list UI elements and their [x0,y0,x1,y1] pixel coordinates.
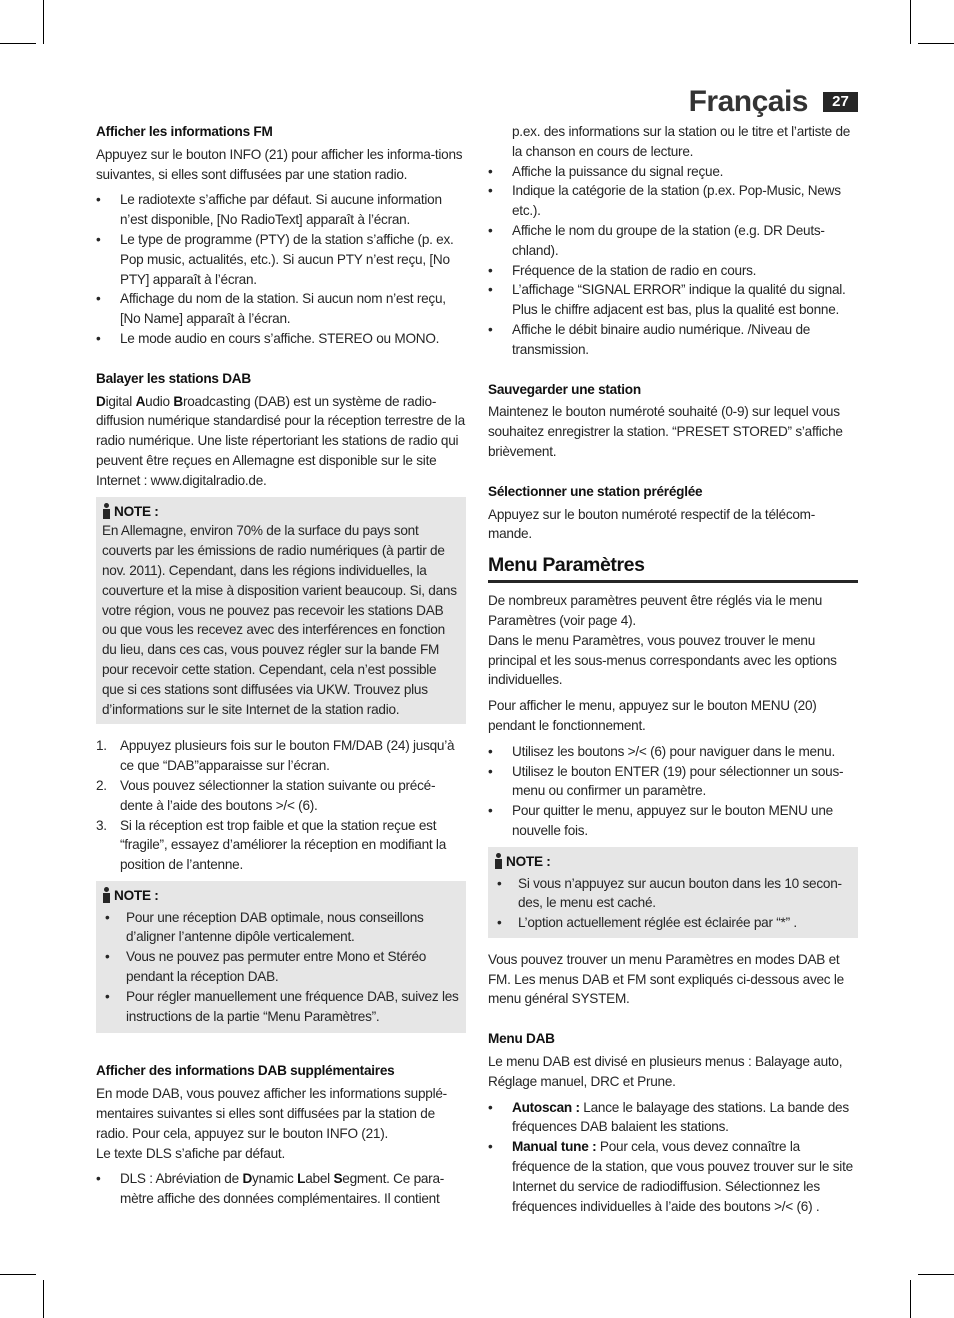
list-item: • Indique la catégorie de la station (p.ex. Pop-Music, News etc.). [488,183,841,219]
list-item: • L’affichage “SIGNAL ERROR” indique la qualité du signal. Plus le chiffre adjacent est bas, plus la qualité est bonne. [488,282,846,318]
list-item: • Si vous n’appuyez sur aucun bouton dans les 10 secon-des, le menu est caché. [497,875,842,911]
menu-text-3: Pour afficher le menu, appuyez sur le bouton MENU (20) pendant le fonctionnement. [488,698,817,733]
section-heading-menu: Menu Paramètres [488,552,858,583]
note-text: En Allemagne, environ 70% de la surface du pays sont couverts par les émissions de radio numériques (à partir de nov. 2011). Cependant, dans les régions individuelles, la couverture et la mise à disposition varient beaucoup. Si, dans votre région, vous ne pouvez pas recevoir les stations DAB ou que vous les recevez avec des interférences en fonction du lieu, dans ces cas, vous pouvez régler sur la bande FM pour recevoir cette station. Cependant, cela n’est possible que si ces stations sont diffusées via UKW. Trouvez plus d’informations sur le site Internet de la station radio. [102,523,457,717]
list-item: • Le type de programme (PTY) de la station s’affiche (p. ex. Pop music, actualités, etc.). Si aucun PTY n’est reçu, [No PTY] apparaît à l’écran. [96,231,454,287]
crop-mark [910,1280,911,1318]
list-item: 2. Vous pouvez sélectionner la station suivante ou précé-dente à l’aide des boutons >/< (6). [96,777,436,813]
note-box-coverage [96,497,466,725]
info-icon [102,887,111,903]
right-column [488,122,858,1222]
page-number: 27 [823,92,858,112]
crop-mark [43,0,44,44]
note-title: NOTE : [102,502,460,522]
crop-mark [0,43,36,44]
crop-mark [43,1280,44,1318]
select-preset-text: Appuyez sur le bouton numéroté respectif de la télécom-mande. [488,506,816,542]
note-title: NOTE : [494,852,852,872]
list-item: 1. Appuyez plusieurs fois sur le bouton FM/DAB (24) jusqu’à ce que “DAB”apparaisse sur l’écran. [96,738,455,774]
left-column [96,122,466,1215]
menu-text-2: Dans le menu Paramètres, vous pouvez trouver le menu principal et les sous-menus correspondants avec les options individuelles. [488,632,837,688]
section-title-select-preset: Sélectionner une station préréglée [488,483,703,499]
list-item: • Pour quitter le menu, appuyez sur le bouton MENU une nouvelle fois. [488,803,833,838]
note-box-menu [488,847,858,938]
dab-menu-text: Le menu DAB est divisé en plusieurs menus : Balayage auto, Réglage manuel, DRC et Prune. [488,1054,843,1089]
save-station-text: Maintenez le bouton numéroté souhaité (0-9) sur lequel vous souhaitez enregistrer la station. “PRESET STORED” s’affiche brièvement. [488,404,843,459]
dab-extra-intro-2: Le texte DLS s’afiche par défaut. [96,1145,285,1161]
info-icon [494,853,503,869]
list-item: • DLS : Abréviation de Dynamic Label Segment. Ce para-mètre affiche des données complémentaires. Il contient [96,1171,445,1207]
dab-info-list [488,162,858,360]
crop-mark [918,43,954,44]
crop-mark [918,1274,954,1275]
list-item: • Affiche la puissance du signal reçue. [488,163,724,179]
section-title-dab-extra: Afficher des informations DAB supplémentaires [96,1063,395,1079]
list-item: • Affiche le débit binaire audio numérique. /Niveau de transmission. [488,321,811,357]
section-title-dab-menu: Menu DAB [488,1031,555,1047]
crop-mark [910,0,911,44]
fm-info-list [96,190,466,348]
list-item: • Affiche le nom du groupe de la station (e.g. DR Deuts-chland). [488,222,825,258]
language-heading: Français [688,85,808,118]
list-item: • Utilisez le bouton ENTER (19) pour sélectionner un sous-menu ou confirmer un paramètre. [488,763,844,799]
list-item: • Fréquence de la station de radio en cours. [488,262,757,278]
dab-steps [96,736,466,875]
list-item: • Le radiotexte s’affiche par défaut. Si aucune information n’est disponible, [No RadioText] apparaît à l’écran. [96,192,442,228]
section-title-dab-scan: Balayer les stations DAB [96,370,251,386]
dab-menu-list [488,1098,858,1217]
note-list [494,874,852,933]
crop-mark [0,1274,36,1275]
section-title-fm-info: Afficher les informations FM [96,124,273,139]
list-item: • Le mode audio en cours s’affiche. STEREO ou MONO. [96,330,440,346]
menu-modes-text: Vous pouvez trouver un menu Paramètres en modes DAB et FM. Les menus DAB et FM sont expliqués ci-dessous avec le menu général SYSTEM. [488,951,844,1007]
list-item: • Pour régler manuellement une fréquence DAB, suivez les instructions de la partie “Menu Paramètres”. [105,988,459,1024]
section-title-save-station: Sauvegarder une station [488,381,641,397]
list-item: 3. Si la réception est trop faible et que la station reçue est “fragile”, essayez d’améliorer la réception en modifiant la position de l’antenne. [96,817,447,873]
note-list [102,908,460,1027]
menu-list [488,742,858,841]
list-item: • Autoscan : Lance le balayage des stations. La bande des fréquences DAB balaient les stations. [488,1099,849,1135]
list-item: • Vous ne pouvez pas permuter entre Mono et Stéréo pendant la réception DAB. [105,949,427,985]
info-icon [102,503,111,519]
dab-definition: Digital Audio Broadcasting (DAB) est un système de radio-diffusion numérique standardisé pour la réception terrestre de la radio numérique. Une liste répertoriant les stations de radio qui peuvent être reçues en Allemagne est disponible sur le site Internet : www.digitalradio.de. [96,393,465,488]
list-item: • L’option actuellement réglée est éclairée par “*” . [497,915,797,931]
list-item: • Manual tune : Pour cela, vous devez connaître la fréquence de la station, que vous pouvez trouver sur le site Internet du service de radiodiffusion. Sélectionnez les fréquences individuelles à l’aide des boutons >/< (6) . [488,1139,853,1214]
note-title: NOTE : [102,886,460,906]
menu-text-1: De nombreux paramètres peuvent être réglés via le menu Paramètres (voir page 4). [488,593,823,628]
list-item: • Utilisez les boutons >/< (6) pour naviguer dans le menu. [488,743,836,759]
dab-extra-intro: En mode DAB, vous pouvez afficher les informations supplé-mentaires suivantes si elles sont diffusées par la station de radio. Pour cela, appuyez sur le bouton INFO (21). [96,1086,447,1141]
dls-continued: p.ex. des informations sur la station ou le titre et l’artiste de la chanson en cours de lecture. [512,124,851,159]
note-box-dab [96,881,466,1034]
fm-info-intro: Appuyez sur le bouton INFO (21) pour afficher les informa-tions suivantes, si elles sont diffusées par une station radio. [96,146,463,182]
list-item: • Pour une réception DAB optimale, nous conseillons d’aligner l’antenne dipôle verticalement. [105,909,424,945]
list-item: • Affichage du nom de la station. Si aucun nom n’est reçu, [No Name] apparaît à l’écran. [96,291,446,327]
dls-list [96,1169,466,1209]
